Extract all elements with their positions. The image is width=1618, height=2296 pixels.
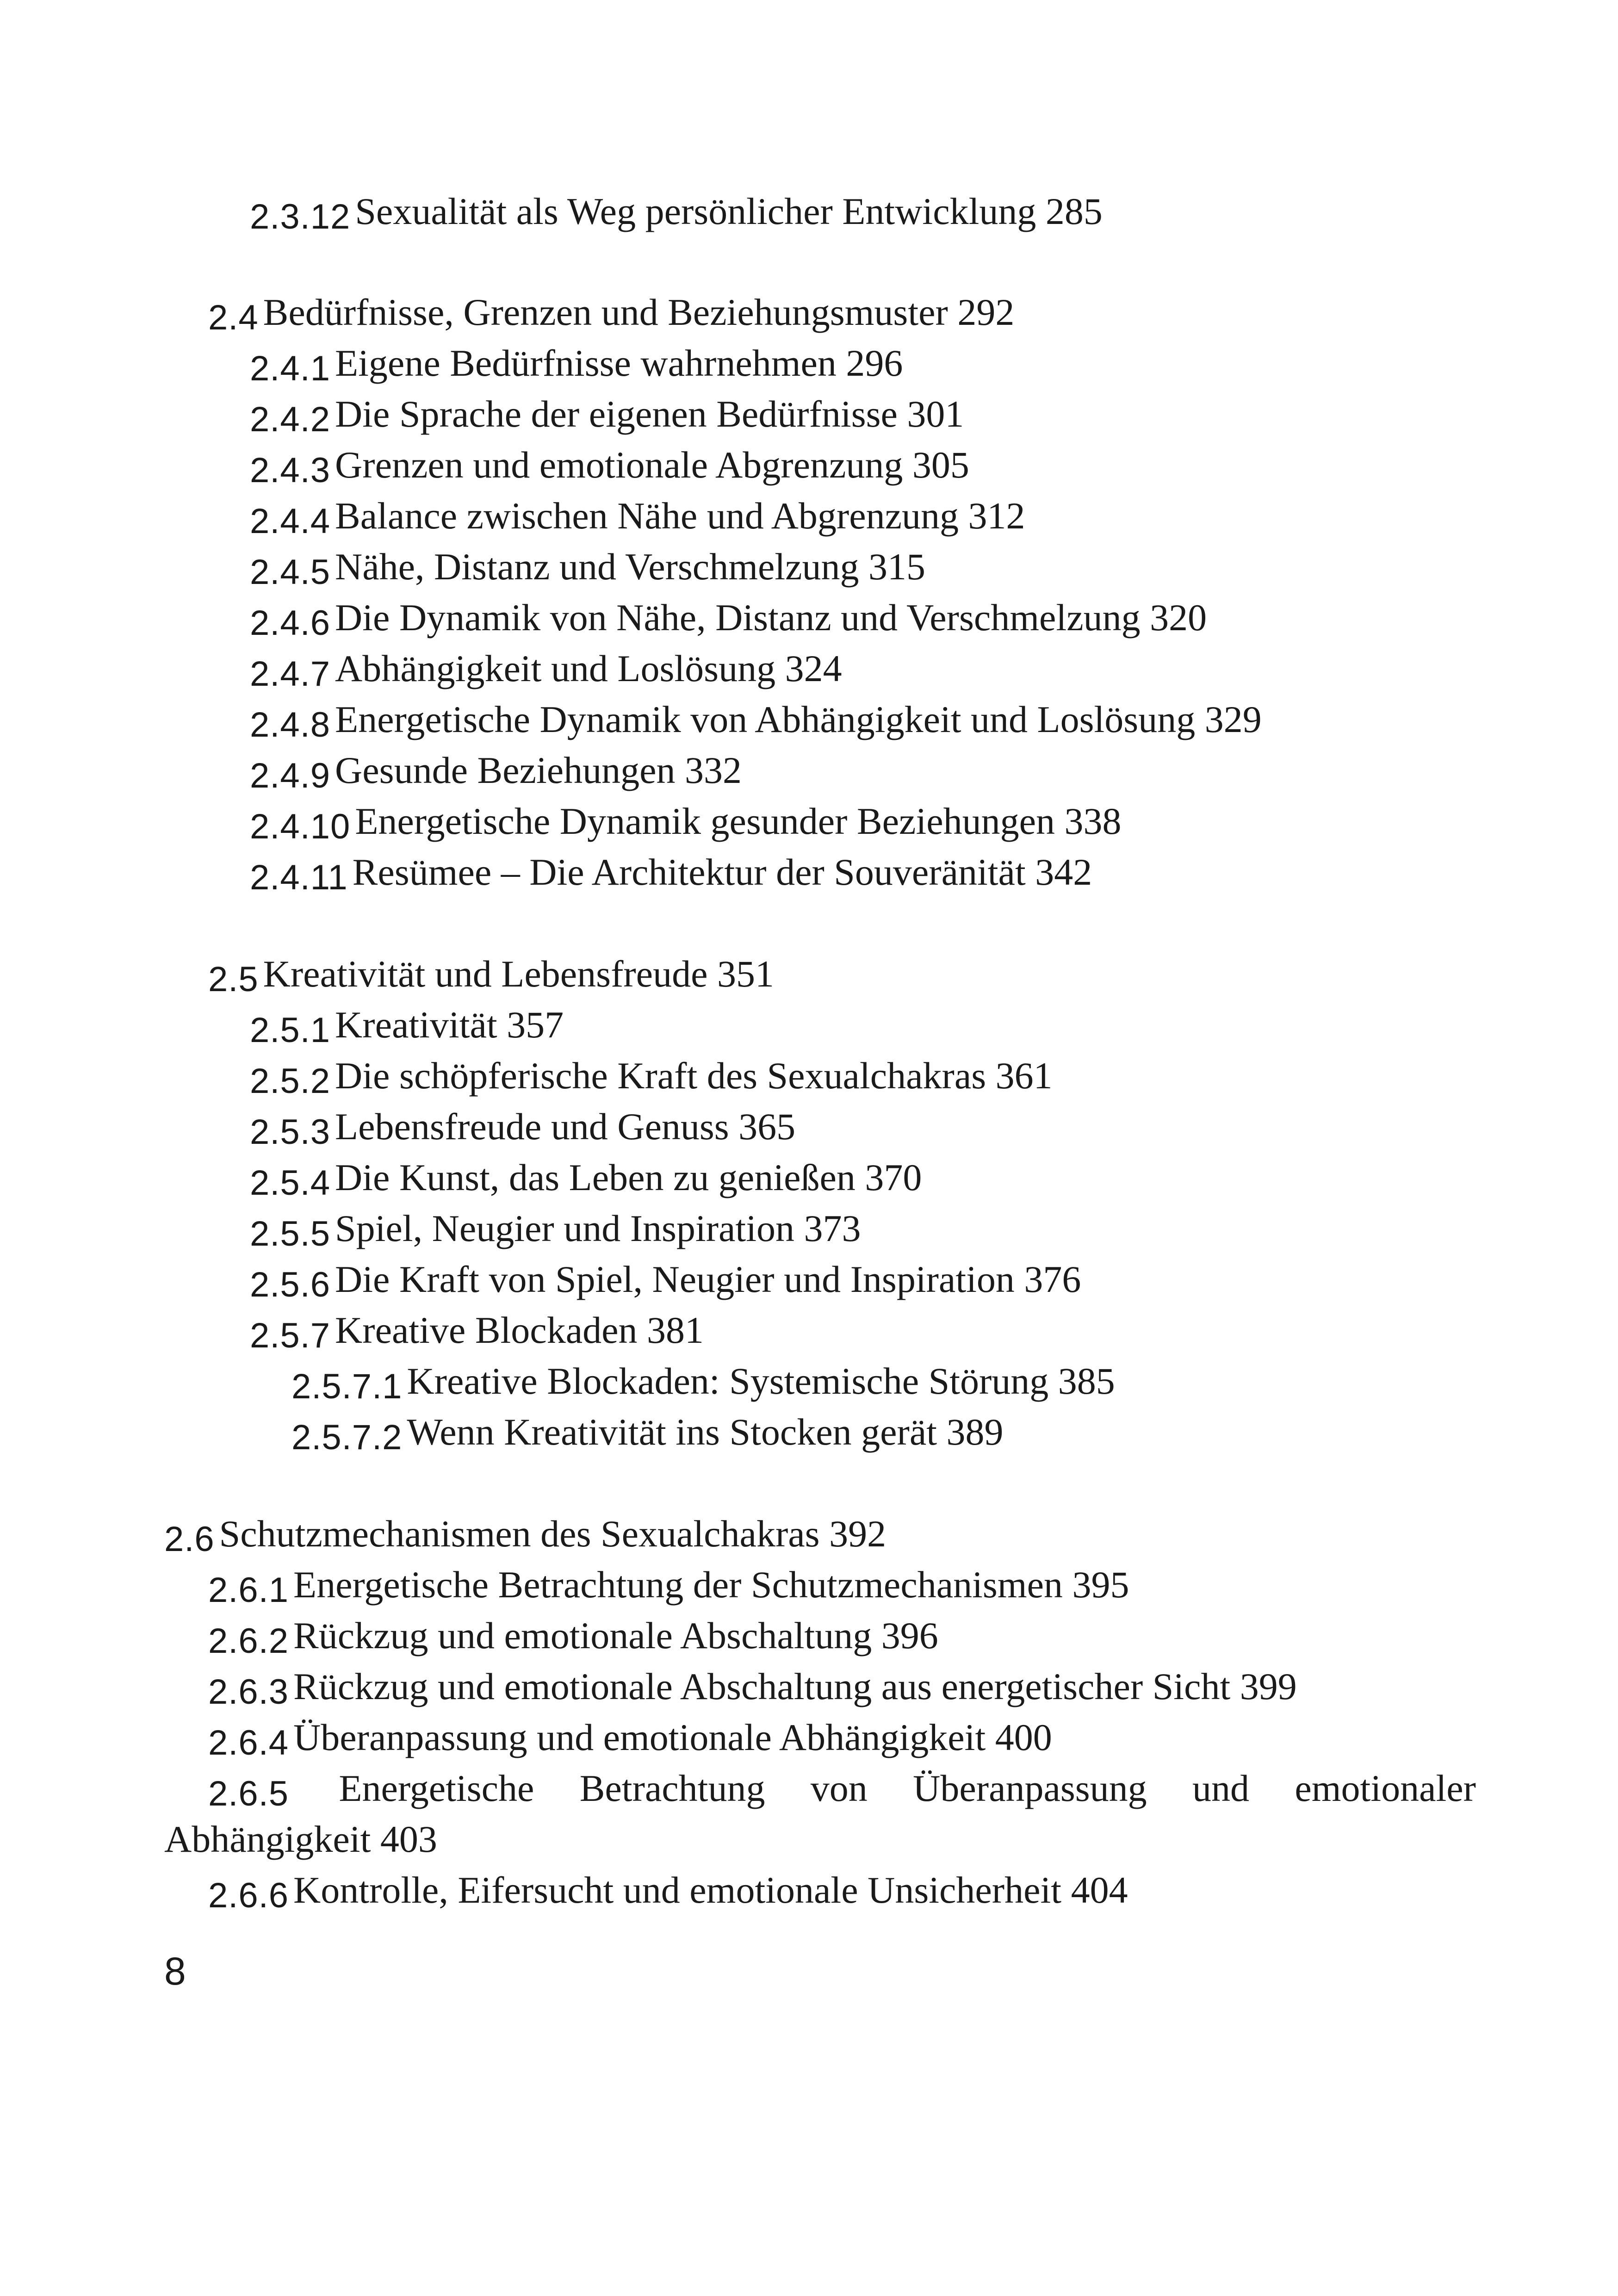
toc-entry-title: Sexualität als Weg persönlicher Entwicklung 285: [355, 190, 1103, 232]
toc-entry-number: 2.5.7.2: [291, 1418, 403, 1457]
toc-entry: [208, 949, 774, 999]
toc-entry-title: Balance zwischen Nähe und Abgrenzung 312: [335, 495, 1025, 537]
toc-entry-number: 2.6.6: [208, 1876, 289, 1915]
toc-entry-title: Die Kraft von Spiel, Neugier und Inspiration 376: [335, 1258, 1081, 1300]
toc-entry-number: 2.6.1: [208, 1570, 289, 1610]
toc-entry-number: 2.5.1: [250, 1011, 331, 1050]
toc-entry: [250, 186, 1103, 237]
toc-entry-number: 2.6.5: [208, 1774, 289, 1813]
toc-entry-number: 2.4.5: [250, 552, 331, 592]
toc-entry: [250, 643, 842, 694]
toc-entry-title: Nähe, Distanz und Verschmelzung 315: [335, 546, 926, 588]
toc-entry: [250, 999, 564, 1050]
toc-entry: [250, 1203, 861, 1254]
toc-entry-number: 2.5.7: [250, 1316, 331, 1355]
toc-entry: [291, 1407, 1004, 1458]
toc-entry-number: 2.4.9: [250, 756, 331, 795]
toc-entry-number: 2.5.6: [250, 1265, 331, 1304]
toc-entry: [250, 745, 742, 796]
toc-entry-number: 2.5: [208, 960, 259, 999]
toc-entry-number: 2.4.10: [250, 807, 351, 846]
toc-entry-number: 2.6.4: [208, 1723, 289, 1762]
toc-entry: [208, 287, 1014, 338]
toc-entry-title: Lebensfreude und Genuss 365: [335, 1105, 796, 1148]
toc-entry-title: Die Sprache der eigenen Bedürfnisse 301: [335, 393, 964, 435]
toc-entry: [208, 1559, 1129, 1610]
toc-entry-title: Gesunde Beziehungen 332: [335, 749, 742, 791]
toc-entry-continuation: [164, 1814, 437, 1865]
toc-entry-title: Abhängigkeit und Loslösung 324: [335, 647, 842, 689]
toc-entry-title: Energetische Betrachtung der Schutzmechanismen 395: [293, 1564, 1129, 1606]
toc-entry: [250, 541, 925, 592]
toc-entry-title: Rückzug und emotionale Abschaltung aus energetischer Sicht 399: [293, 1665, 1297, 1707]
toc-entry: [250, 796, 1122, 847]
toc-entry-title: Spiel, Neugier und Inspiration 373: [335, 1207, 861, 1249]
toc-entry: [250, 1152, 922, 1203]
toc-entry: [250, 490, 1025, 541]
toc-entry-number: 2.3.12: [250, 197, 351, 236]
toc-entry-number: 2.4.1: [250, 349, 331, 388]
toc-entry: [250, 592, 1207, 643]
toc-entry: [250, 1050, 1053, 1101]
toc-entry-title: Grenzen und emotionale Abgrenzung 305: [335, 444, 969, 486]
toc-entry: [250, 1254, 1081, 1305]
toc-entry-title: Bedürfnisse, Grenzen und Beziehungsmuster 292: [263, 291, 1015, 333]
toc-entry: [250, 440, 969, 490]
toc-entry: [250, 694, 1262, 745]
toc-entry-number: 2.4.11: [250, 858, 348, 897]
toc-entry: [208, 1763, 1476, 1814]
toc-entry-title: Überanpassung und emotionale Abhängigkeit 400: [293, 1716, 1052, 1758]
toc-entry-title: Die Dynamik von Nähe, Distanz und Verschmelzung 320: [335, 596, 1207, 639]
toc-entry: [208, 1610, 938, 1661]
toc-entry-title: Die schöpferische Kraft des Sexualchakras 361: [335, 1055, 1053, 1097]
toc-entry: [208, 1661, 1297, 1712]
toc-entry-number: 2.4.6: [250, 603, 331, 643]
toc-entry-number: 2.6.3: [208, 1672, 289, 1712]
toc-entry-title: Eigene Bedürfnisse wahrnehmen 296: [335, 342, 903, 384]
toc-entry: [208, 1865, 1128, 1916]
toc-entry-title: Rückzug und emotionale Abschaltung 396: [293, 1614, 938, 1657]
toc-entry-number: 2.5.2: [250, 1061, 331, 1101]
toc-entry-number: 2.4: [208, 298, 259, 337]
toc-entry-title: Kreative Blockaden 381: [335, 1309, 704, 1351]
toc-entry: [250, 1101, 795, 1152]
toc-entry-title: Energetische Betrachtung von Überanpassung und emotionaler: [339, 1767, 1476, 1809]
toc-entry-number: 2.4.3: [250, 451, 331, 490]
toc-entry-number: 2.6: [164, 1520, 215, 1559]
toc-entry-number: 2.5.7.1: [291, 1367, 403, 1406]
toc-entry-title: Schutzmechanismen des Sexualchakras 392: [219, 1513, 886, 1555]
toc-entry-title-continuation: Abhängigkeit 403: [164, 1818, 437, 1860]
toc-entry-title: Kreative Blockaden: Systemische Störung 385: [407, 1360, 1115, 1402]
toc-entry-number: 2.5.3: [250, 1112, 331, 1152]
toc-entry: [250, 389, 964, 440]
toc-entry-number: 2.4.7: [250, 654, 331, 694]
toc-entry-title: Energetische Dynamik gesunder Beziehungen 338: [355, 800, 1122, 842]
toc-entry-title: Energetische Dynamik von Abhängigkeit und Loslösung 329: [335, 698, 1262, 740]
toc-entry-number: 2.5.5: [250, 1214, 331, 1253]
toc-entry-title: Wenn Kreativität ins Stocken gerät 389: [407, 1411, 1004, 1453]
toc-entry-number: 2.5.4: [250, 1163, 331, 1203]
toc-entry: [250, 338, 903, 389]
toc-entry: [208, 1712, 1052, 1763]
toc-entry: [291, 1356, 1115, 1407]
toc-entry-title: Resümee – Die Architektur der Souveränität 342: [352, 851, 1092, 893]
toc-entry: [250, 1305, 704, 1356]
toc-entry: [250, 847, 1092, 898]
toc-entry-number: 2.4.8: [250, 705, 331, 745]
toc-entry-title: Kreativität und Lebensfreude 351: [263, 953, 774, 995]
toc-entry-number: 2.6.2: [208, 1621, 289, 1661]
toc-entry-title: Die Kunst, das Leben zu genießen 370: [335, 1156, 922, 1198]
toc-entry-number: 2.4.2: [250, 400, 331, 439]
toc-entry: [164, 1508, 886, 1559]
toc-entry-title: Kreativität 357: [335, 1004, 564, 1046]
toc-entry-number: 2.4.4: [250, 502, 331, 541]
page-number: 8: [164, 1949, 186, 1993]
toc-entry-title: Kontrolle, Eifersucht und emotionale Unsicherheit 404: [293, 1869, 1128, 1911]
